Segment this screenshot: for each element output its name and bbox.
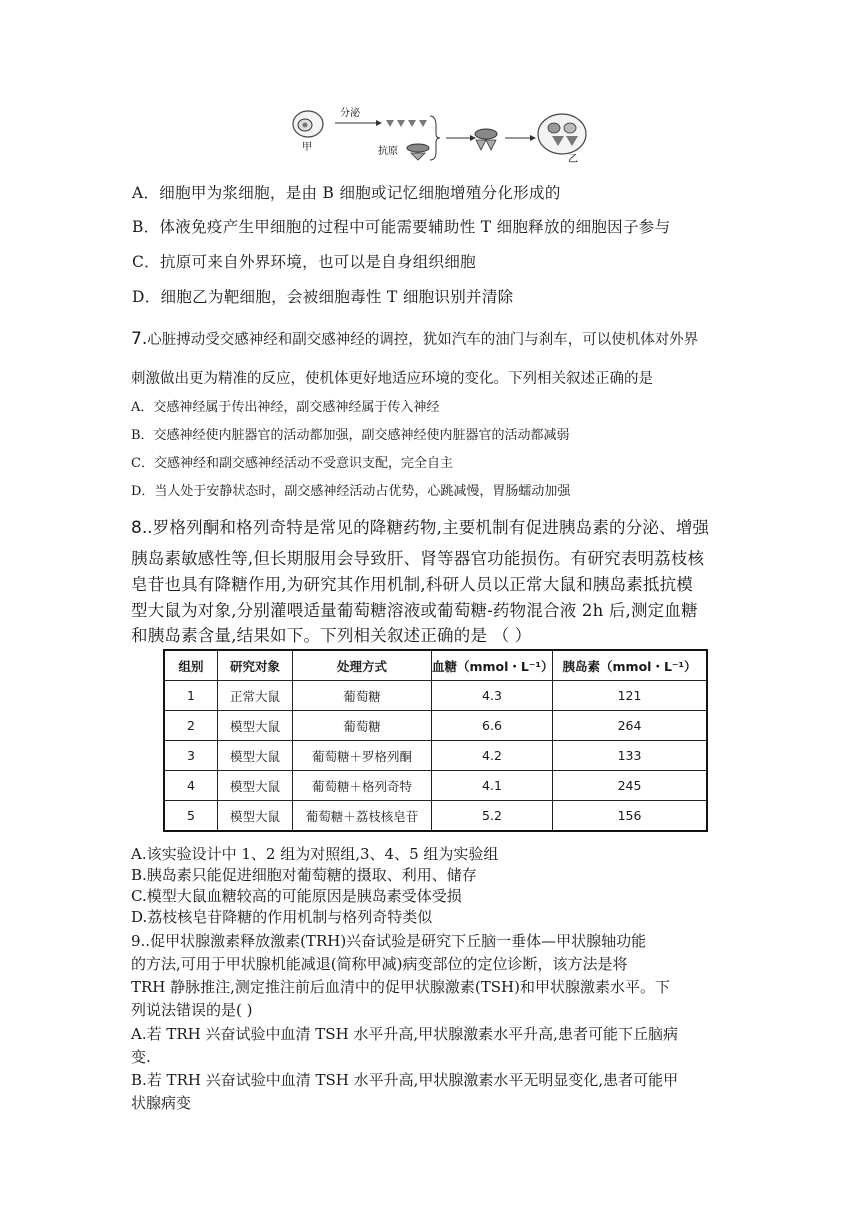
table-cell: 葡萄糖＋格列奇特 (293, 771, 432, 801)
cell-b-label: 乙 (568, 154, 578, 165)
q8-stem-line4: 型大鼠为对象,分别灌喂适量葡萄糖溶液或葡萄糖-药物混合液 2h 后,测定血糖 (131, 601, 698, 620)
cell-b-icon (538, 114, 586, 154)
header-treatment: 处理方式 (293, 650, 432, 681)
table-cell: 模型大鼠 (218, 741, 293, 771)
q6-option-c: C．抗原可来自外界环境，也可以是自身组织细胞 (132, 253, 476, 271)
q6-option-a: A．细胞甲为浆细胞，是由 B 细胞或记忆细胞增殖分化形成的 (132, 184, 561, 202)
q7-option-a: A．交感神经属于传出神经，副交感神经属于传入神经 (131, 400, 440, 415)
table-cell: 245 (553, 771, 708, 801)
table-cell: 121 (553, 681, 708, 711)
immune-diagram (290, 104, 590, 166)
q7-text-1: 心脏搏动受交感神经和副交感神经的调控，犹如汽车的油门与刹车，可以使机体对外界 (147, 332, 699, 348)
antigen-icon (407, 144, 429, 160)
q8-option-b: B.胰岛素只能促进细胞对葡萄糖的摄取、利用、储存 (131, 866, 477, 884)
q8-option-c: C.模型大鼠血糖较高的可能原因是胰岛素受体受损 (131, 887, 462, 905)
q9-line2: 的方法,可用于甲状腺机能减退(简称甲减)病变部位的定位诊断，该方法是将 (131, 955, 628, 973)
q6-option-d: D．细胞乙为靶细胞，会被细胞毒性 T 细胞识别并清除 (132, 288, 514, 306)
header-insulin: 胰岛素（mmol・L⁻¹） (553, 650, 708, 681)
q9-option-a-line1: A.若 TRH 兴奋试验中血清 TSH 水平升高,甲状腺激素水平升高,患者可能下丘脑病 (131, 1025, 678, 1043)
cell-a-label: 甲 (302, 142, 312, 153)
q9-option-b-line2: 状腺病变 (131, 1094, 192, 1112)
table-cell: 5 (164, 801, 218, 832)
table-row (164, 771, 707, 801)
table-cell: 葡萄糖＋荔枝核皂苷 (293, 801, 432, 832)
q9-line3: TRH 静脉推注,测定推注前后血清中的促甲状腺激素(TSH)和甲状腺激素水平。下 (131, 978, 670, 996)
q8-option-a: A.该实验设计中 1、2 组为对照组,3、4、5 组为实验组 (131, 845, 499, 863)
q7-option-b: B．交感神经使内脏器官的活动都加强，副交感神经使内脏器官的活动都减弱 (131, 428, 570, 443)
q8-stem-line2: 胰岛素敏感性等,但长期服用会导致肝、肾等器官功能损伤。有研究表明荔枝核 (131, 549, 705, 568)
table-cell: 2 (164, 711, 218, 741)
q8-number: 8. (131, 518, 148, 538)
q6-option-b: B．体液免疫产生甲细胞的过程中可能需要辅助性 T 细胞释放的细胞因子参与 (132, 218, 671, 236)
q7-option-c: C．交感神经和副交感神经活动不受意识支配，完全自主 (131, 456, 453, 471)
q7-stem-line2: 刺激做出更为精准的反应，使机体更好地适应环境的变化。下列相关叙述正确的是 (131, 371, 653, 387)
table-cell: 模型大鼠 (218, 771, 293, 801)
table-cell: 264 (553, 711, 708, 741)
table-cell: 4.3 (432, 681, 553, 711)
table-row (164, 711, 707, 741)
table-cell: 5.2 (432, 801, 553, 832)
table-cell: 156 (553, 801, 708, 832)
cell-a-icon (293, 111, 323, 137)
table-cell: 模型大鼠 (218, 801, 293, 832)
q8-stem-line3: 皂苷也具有降糖作用,为研究其作用机制,科研人员以正常大鼠和胰岛素抵抗模 (131, 575, 693, 594)
table-cell: 3 (164, 741, 218, 771)
q7-stem-line1 (131, 328, 698, 349)
q8-results-table (163, 649, 708, 832)
table-cell: 模型大鼠 (218, 711, 293, 741)
table-cell: 葡萄糖＋罗格列酮 (293, 741, 432, 771)
table-cell: 葡萄糖 (293, 681, 432, 711)
q8-stem-line1 (131, 514, 709, 538)
q8-stem-line5: 和胰岛素含量,结果如下。下列相关叙述正确的是 （ ） (131, 626, 532, 645)
table-row (164, 801, 707, 832)
header-subject: 研究对象 (218, 650, 293, 681)
table-cell: 正常大鼠 (218, 681, 293, 711)
q8-text-1: .罗格列酮和格列奇特是常见的降糖药物,主要机制有促进胰岛素的分泌、增强 (147, 518, 710, 537)
q8-option-d: D.荔枝核皂苷降糖的作用机制与格列奇特类似 (131, 908, 433, 926)
antigen-label: 抗原 (378, 146, 398, 157)
table-row (164, 681, 707, 711)
antibody-icons (386, 120, 427, 127)
table-row (164, 741, 707, 771)
header-blood-sugar: 血糖（mmol・L⁻¹） (432, 650, 553, 681)
table-header-row (164, 650, 707, 681)
complex-icon (475, 129, 497, 150)
table-cell: 4.1 (432, 771, 553, 801)
q7-number: 7. (131, 329, 148, 349)
q9-option-a-line2: 变. (131, 1048, 151, 1066)
table-cell: 133 (553, 741, 708, 771)
q9-option-b-line1: B.若 TRH 兴奋试验中血清 TSH 水平升高,甲状腺激素水平无明显变化,患者可能甲 (131, 1071, 679, 1089)
q9-line4: 列说法错误的是( ) (131, 1001, 253, 1019)
table-cell: 葡萄糖 (293, 711, 432, 741)
secrete-label: 分泌 (340, 108, 360, 119)
table-cell: 6.6 (432, 711, 553, 741)
table-cell: 4.2 (432, 741, 553, 771)
table-cell: 4 (164, 771, 218, 801)
table-cell: 1 (164, 681, 218, 711)
q7-option-d: D．当人处于安静状态时，副交感神经活动占优势，心跳减慢，胃肠蠕动加强 (131, 484, 571, 499)
header-group: 组别 (164, 650, 218, 681)
q9-line1: 9..促甲状腺激素释放激素(TRH)兴奋试验是研究下丘脑一垂体—甲状腺轴功能 (131, 932, 647, 950)
